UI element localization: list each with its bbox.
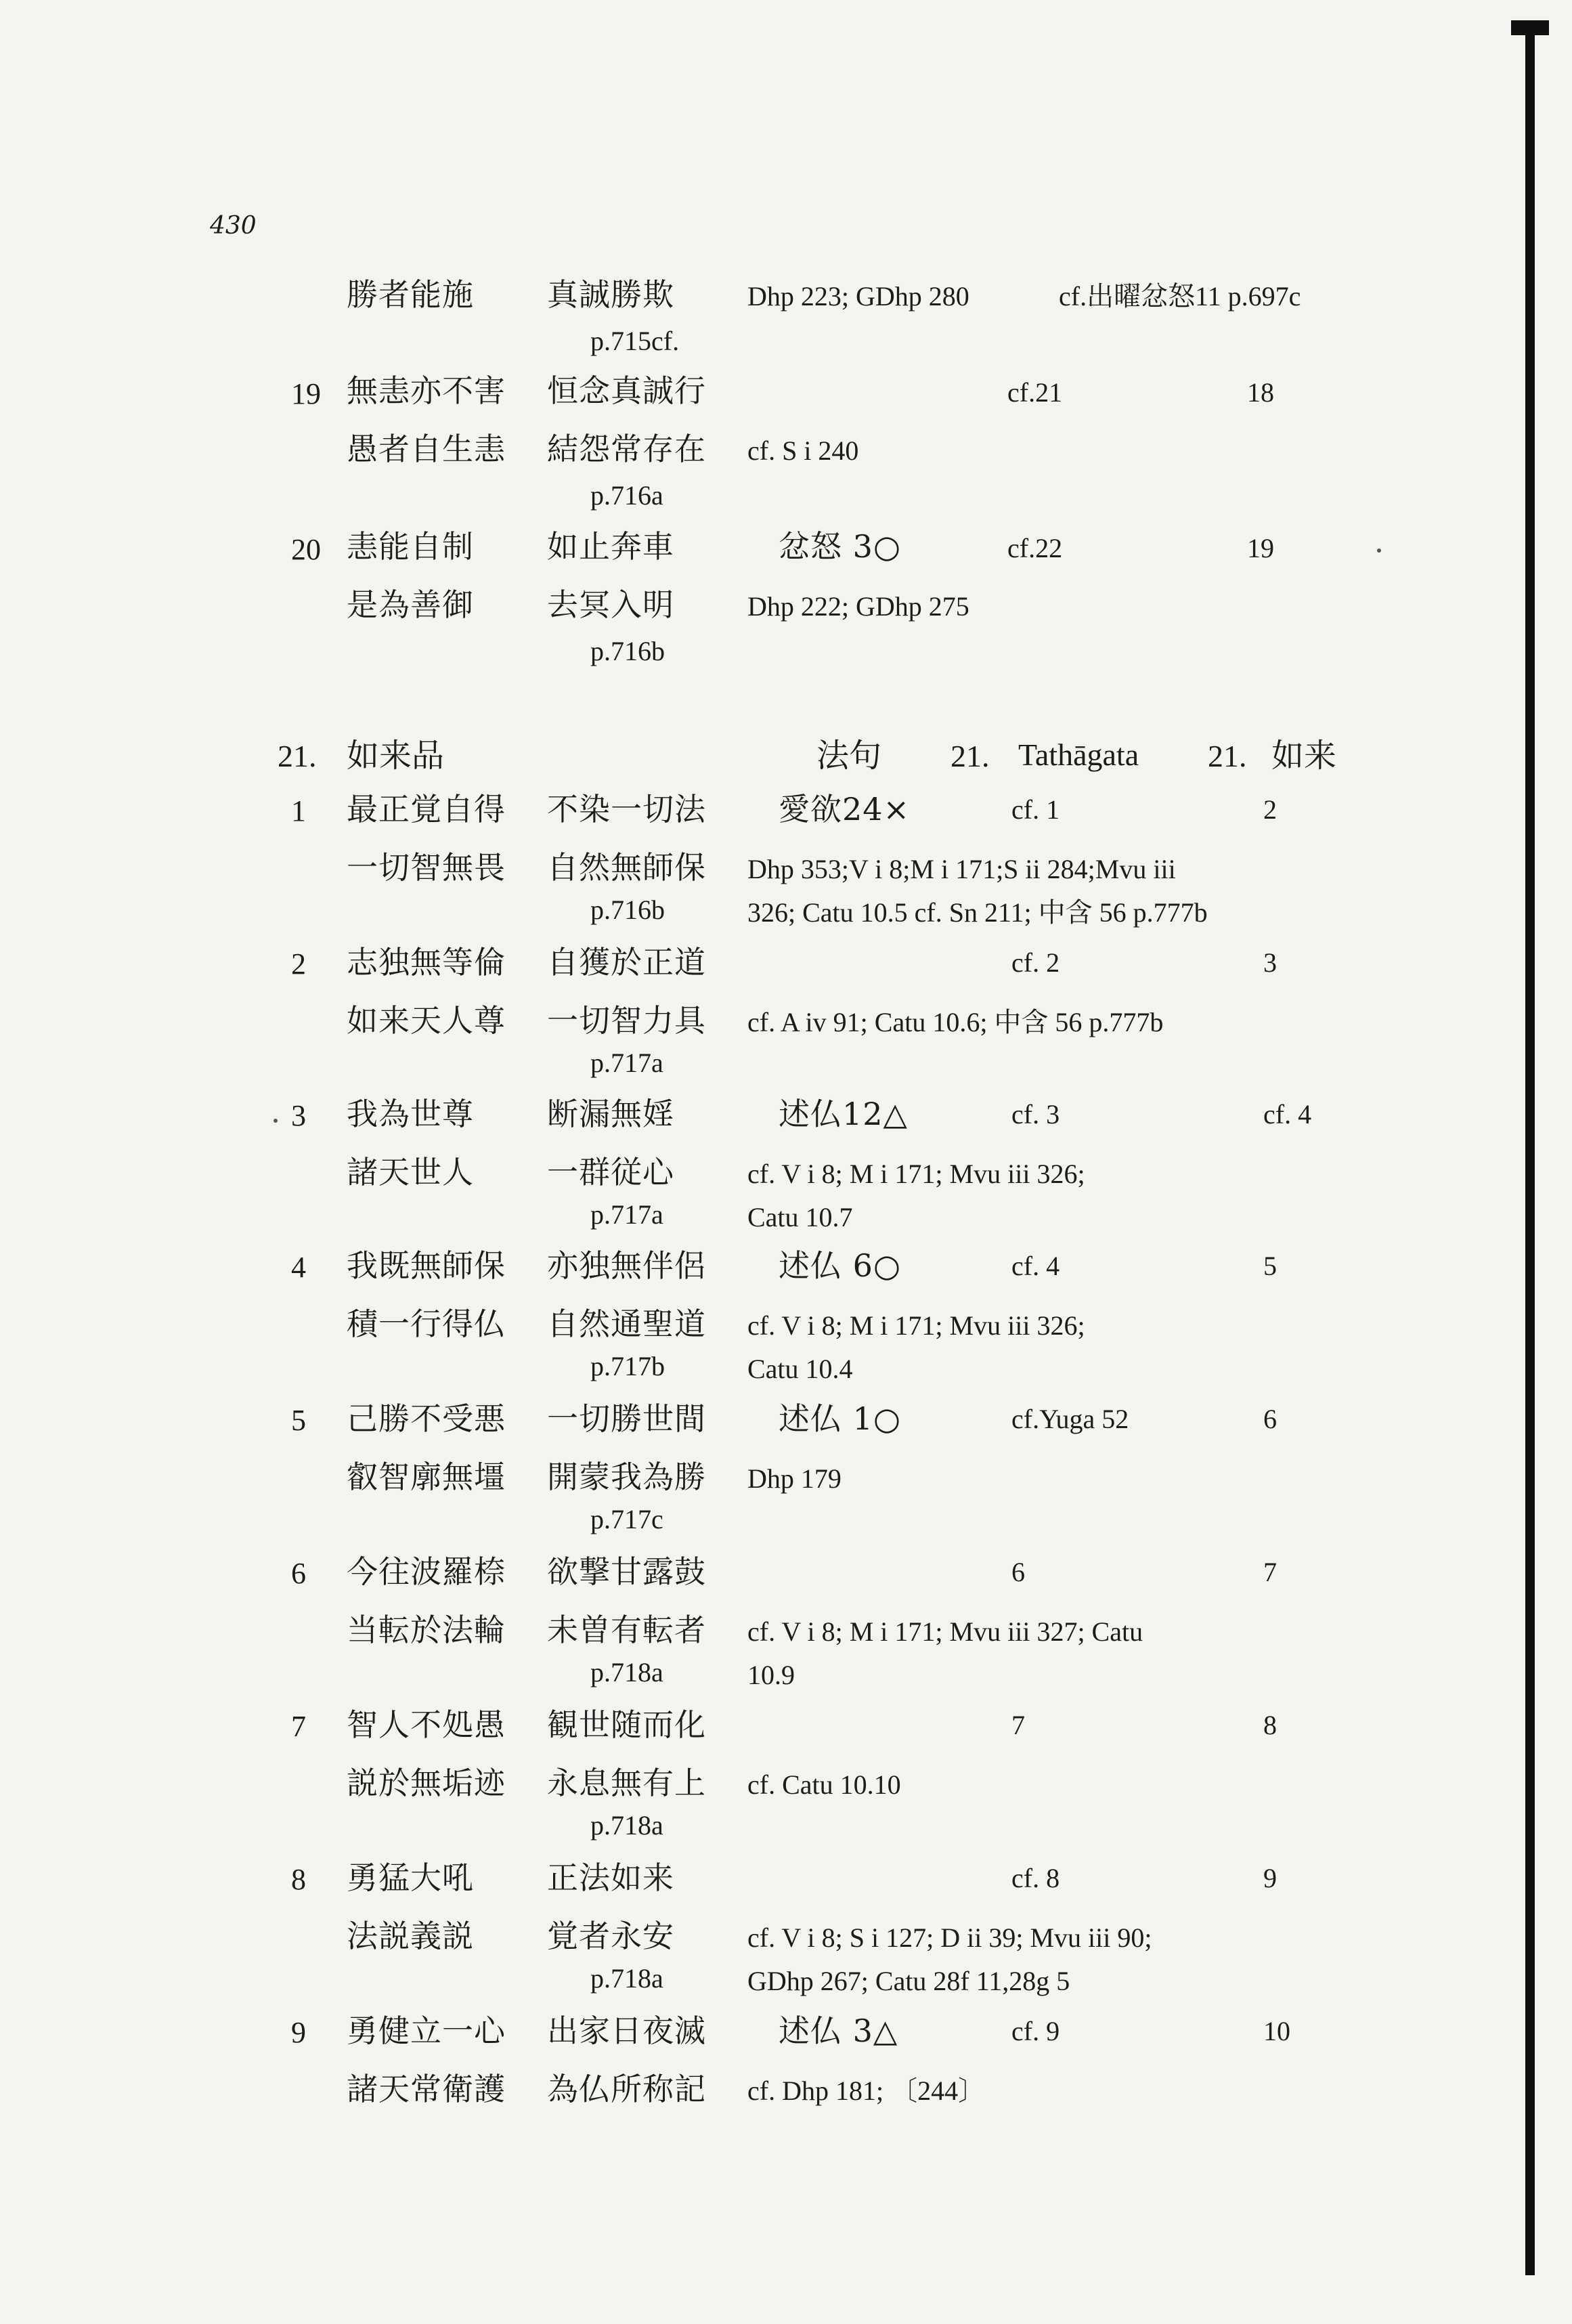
verse-line-left: 我為世尊 <box>347 1096 474 1132</box>
verse-line-right: 未曽有転者 <box>547 1612 706 1648</box>
parallel-refs: Dhp 179 <box>747 1463 842 1494</box>
chapter-sk-number: 21. <box>1208 739 1247 773</box>
sanskrit-ref: cf. 4 <box>1263 1099 1312 1129</box>
pali-ref: cf. 2 <box>1011 947 1060 978</box>
parallel-refs: 326; Catu 10.5 cf. Sn 211; 中含 56 p.777b <box>747 897 1208 928</box>
verse-number: 7 <box>291 1710 306 1743</box>
verse-number: 2 <box>291 947 306 981</box>
verse-line-left: 智人不処愚 <box>347 1706 506 1743</box>
verse-line-left: 勇健立一心 <box>347 2013 506 2049</box>
parallel-refs: cf. S i 240 <box>747 435 859 466</box>
verse-line-right: 一切勝世間 <box>547 1400 706 1437</box>
taisho-page-ref: p.717a <box>590 1199 663 1230</box>
verse-line-right: 為仏所称記 <box>547 2071 706 2107</box>
verse-line-right: 観世随而化 <box>547 1706 706 1743</box>
verse-number: 5 <box>291 1404 306 1437</box>
pali-ref: cf.22 <box>1007 533 1063 563</box>
verse-line-left: 愚者自生恚 <box>347 431 506 467</box>
udanavarga-ref: 愛欲24× <box>779 791 911 827</box>
udanavarga-ref: 述仏 3△ <box>779 2013 898 2049</box>
verse-line-right: 亦独無伴侶 <box>547 1247 706 1284</box>
chapter-pali-title: Tathāgata <box>1018 737 1139 772</box>
verse-line-right: 一群従心 <box>547 1154 674 1190</box>
taisho-page-ref: p.718a <box>590 1963 663 1994</box>
verse-line-left: 説於無垢迹 <box>347 1765 506 1801</box>
verse-line-left: 今往波羅㮈 <box>347 1553 506 1590</box>
verse-line-left: 積一行得仏 <box>347 1306 506 1342</box>
verse-line-left: 是為善御 <box>347 586 474 623</box>
chapter-pali-number: 21. <box>951 739 990 773</box>
sanskrit-ref: 5 <box>1263 1251 1277 1281</box>
verse-number: 19 <box>291 377 321 410</box>
taisho-page-ref: p.718a <box>590 1810 663 1841</box>
chapter-title: 如来品 <box>347 737 445 775</box>
verse-line-left: 志独無等倫 <box>347 944 506 981</box>
taisho-page-ref: p.716b <box>590 636 665 666</box>
verse-line-left: 叡智廓無壃 <box>347 1459 506 1495</box>
verse-line-left: 一切智無畏 <box>347 849 506 886</box>
parallel-refs: Catu 10.4 <box>747 1354 853 1384</box>
taisho-page-ref: p.716b <box>590 895 665 925</box>
margin-rule <box>1525 27 1535 2275</box>
verse-line-right: 自然通聖道 <box>547 1306 706 1342</box>
verse-number: 9 <box>291 2016 306 2049</box>
parallel-refs: cf. A iv 91; Catu 10.6; 中含 56 p.777b <box>747 1007 1164 1037</box>
pali-ref: cf. 9 <box>1011 2016 1060 2046</box>
verse-line-right: 自然無師保 <box>547 849 706 886</box>
verse-number: 4 <box>291 1251 306 1284</box>
udanavarga-ref: 述仏 6○ <box>779 1247 902 1284</box>
parallel-refs: Dhp 222; GDhp 275 <box>747 591 969 622</box>
verse-line-left: 勝者能施 <box>347 276 474 313</box>
parallel-refs: cf. V i 8; M i 171; Mvu iii 327; Catu <box>747 1616 1143 1647</box>
parallel-refs: cf. V i 8; M i 171; Mvu iii 326; <box>747 1310 1085 1341</box>
chapter-number: 21. <box>278 739 317 773</box>
chapter-sk-title: 如来 <box>1271 737 1337 775</box>
sanskrit-ref: 9 <box>1263 1863 1277 1893</box>
sanskrit-ref: 19 <box>1247 533 1274 563</box>
verse-line-left: 勇猛大吼 <box>347 1859 474 1896</box>
pali-ref: 7 <box>1011 1710 1025 1740</box>
taisho-page-ref: p.716a <box>590 480 663 511</box>
sanskrit-ref: 2 <box>1263 794 1277 825</box>
verse-line-left: 法説義説 <box>347 1918 474 1954</box>
verse-line-right: 去冥入明 <box>547 586 674 623</box>
chapter-fa-label: 法句 <box>816 737 882 775</box>
parallel-refs: cf. V i 8; M i 171; Mvu iii 326; <box>747 1159 1085 1189</box>
pali-ref: cf. 8 <box>1011 1863 1060 1893</box>
parallel-refs: Catu 10.7 <box>747 1202 853 1232</box>
verse-line-left: 最正覚自得 <box>347 791 506 827</box>
verse-line-left: 己勝不受悪 <box>347 1400 506 1437</box>
sanskrit-ref: 7 <box>1263 1557 1277 1587</box>
udanavarga-ref: 忿怒 3○ <box>779 528 902 565</box>
verse-line-left: 我既無師保 <box>347 1247 506 1284</box>
sanskrit-ref: 3 <box>1263 947 1277 978</box>
pali-ref: cf. 3 <box>1011 1099 1060 1129</box>
verse-line-right: 一切智力具 <box>547 1002 706 1039</box>
parallel-refs: GDhp 267; Catu 28f 11,28g 5 <box>747 1966 1070 1996</box>
parallel-refs: Dhp 353;V i 8;M i 171;S ii 284;Mvu iii <box>747 854 1176 884</box>
speck <box>274 1119 278 1123</box>
verse-line-right: 断漏無婬 <box>547 1096 674 1132</box>
parallel-refs: Dhp 223; GDhp 280 <box>747 281 969 311</box>
verse-line-right: 開蒙我為勝 <box>547 1459 706 1495</box>
verse-line-right: 不染一切法 <box>547 791 706 827</box>
speck <box>1377 548 1381 553</box>
verse-line-right: 覚者永安 <box>547 1918 674 1954</box>
verse-line-right: 出家日夜滅 <box>547 2013 706 2049</box>
page-number: 430 <box>210 212 257 240</box>
pali-ref: cf. 1 <box>1011 794 1060 825</box>
verse-line-right: 自獲於正道 <box>547 944 706 981</box>
verse-number: 6 <box>291 1557 306 1590</box>
verse-line-right: 永息無有上 <box>547 1765 706 1801</box>
udanavarga-ref: 述仏 1○ <box>779 1400 902 1437</box>
parallel-refs: cf. V i 8; S i 127; D ii 39; Mvu iii 90; <box>747 1922 1152 1953</box>
verse-line-right: 結怨常存在 <box>547 431 706 467</box>
sanskrit-ref: 10 <box>1263 2016 1290 2046</box>
cross-ref: cf.出曜忿怒11 p.697c <box>1059 281 1301 311</box>
taisho-page-ref: p.717c <box>590 1504 663 1534</box>
pali-ref: cf.21 <box>1007 377 1063 408</box>
sanskrit-ref: 18 <box>1247 377 1274 408</box>
verse-line-left: 諸天世人 <box>347 1154 474 1190</box>
verse-line-left: 恚能自制 <box>347 528 474 565</box>
verse-number: 20 <box>291 533 321 566</box>
pali-ref: cf. 4 <box>1011 1251 1060 1281</box>
udanavarga-ref: 述仏12△ <box>779 1096 908 1132</box>
sanskrit-ref: 6 <box>1263 1404 1277 1434</box>
taisho-page-ref: p.717a <box>590 1048 663 1078</box>
parallel-refs: 10.9 <box>747 1660 795 1690</box>
verse-line-left: 無恚亦不害 <box>347 372 506 409</box>
pali-ref: 6 <box>1011 1557 1025 1587</box>
verse-line-right: 恒念真誠行 <box>547 372 706 409</box>
parallel-refs: cf. Catu 10.10 <box>747 1769 901 1800</box>
parallel-refs: cf. Dhp 181; 〔244〕 <box>747 2075 986 2106</box>
taisho-page-ref: p.717b <box>590 1351 665 1381</box>
verse-number: 3 <box>291 1099 306 1132</box>
verse-line-right: 如止奔車 <box>547 528 674 565</box>
verse-line-right: 欲撃甘露鼓 <box>547 1553 706 1590</box>
pali-ref: cf.Yuga 52 <box>1011 1404 1129 1434</box>
verse-number: 8 <box>291 1863 306 1896</box>
verse-line-right: 真誠勝欺 <box>547 276 674 313</box>
taisho-page-ref: p.715cf. <box>590 326 680 356</box>
verse-number: 1 <box>291 794 306 827</box>
verse-line-left: 如来天人尊 <box>347 1002 506 1039</box>
verse-line-left: 諸天常衛護 <box>347 2071 506 2107</box>
verse-line-right: 正法如来 <box>547 1859 674 1896</box>
taisho-page-ref: p.718a <box>590 1657 663 1687</box>
sanskrit-ref: 8 <box>1263 1710 1277 1740</box>
verse-line-left: 当転於法輪 <box>347 1612 506 1648</box>
